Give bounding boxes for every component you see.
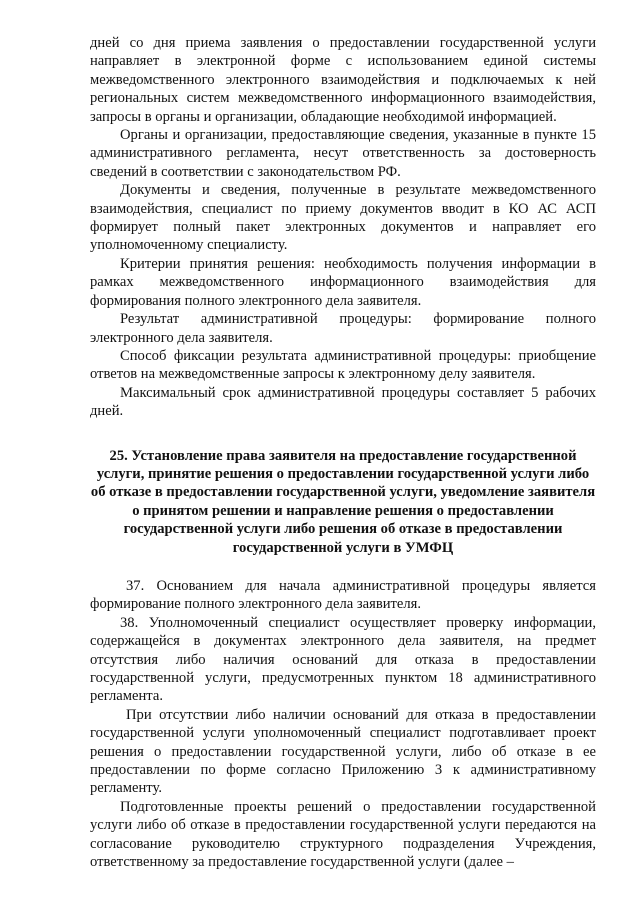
paragraph-fixation-method: Способ фиксации результата административной процедуры: приобщение ответов на межведомственные запросы к электронному делу заявителя. bbox=[90, 347, 596, 383]
paragraph-continuation: дней со дня приема заявления о предоставлении государственной услуги направляет в электронной форме с использованием единой системы межведомственного электронного взаимодействия и подключаемых к ней региональных систем межведомственного информационного взаимодействия, запросы в органы и организации, обладающие необходимой информацией. bbox=[90, 35, 596, 125]
paragraph-item-37: 37. Основанием для начала административной процедуры является формирование полного электронного дела заявителя. bbox=[90, 577, 596, 613]
section-heading: 25. Установление права заявителя на предоставление государственной услуги, принятие решения о предоставлении государственной услуги либо об отказе в предоставлении государственной услуги, уведомление заявителя о принятом решении и направление решения о предоставлении государственной услуги либо решения об отказе в предоставлении государственной услуги в УМФЦ bbox=[90, 447, 596, 556]
paragraph-approval: Подготовленные проекты решений о предоставлении государственной услуги либо об отказе в предоставлении государственной услуги передаются на согласование руководителю структурного подразделения Учреждения, ответственному за предоставление государственной услуги (далее – bbox=[90, 798, 596, 871]
paragraph-max-duration: Максимальный срок административной процедуры составляет 5 рабочих дней. bbox=[90, 384, 596, 420]
paragraph-procedure-result: Результат административной процедуры: формирование полного электронного дела заявителя. bbox=[90, 311, 596, 346]
paragraph-decision-criteria: Критерии принятия решения: необходимость получения информации в рамках межведомственного информационного взаимодействия для формирования полного электронного дела заявителя. bbox=[90, 255, 596, 309]
paragraph-draft-decision: При отсутствии либо наличии оснований для отказа в предоставлении государственной услуги уполномоченный специалист подготавливает проект решения о предоставлении государственной услуги, либо об отказе в ее предоставлении по форме согласно Приложению 3 к административному регламенту. bbox=[90, 706, 596, 797]
paragraph-documents-info: Документы и сведения, полученные в результате межведомственного взаимодействия, специалист по приему документов вводит в КО АС АСП формирует полный пакет электронных документов и направляет его уполномоченному специалисту. bbox=[90, 182, 596, 254]
paragraph-organs-responsibility: Органы и организации, предоставляющие сведения, указанные в пункте 15 административного регламента, несут ответственность за достоверность сведений в соответствии с законодательством РФ. bbox=[90, 127, 596, 180]
paragraph-item-38: 38. Уполномоченный специалист осуществляет проверку информации, содержащейся в документах электронного дела заявителя, на предмет отсутствия либо наличия оснований для отказа в предоставлении государственной услуги, предусмотренных пунктом 18 административного регламента. bbox=[90, 614, 596, 705]
